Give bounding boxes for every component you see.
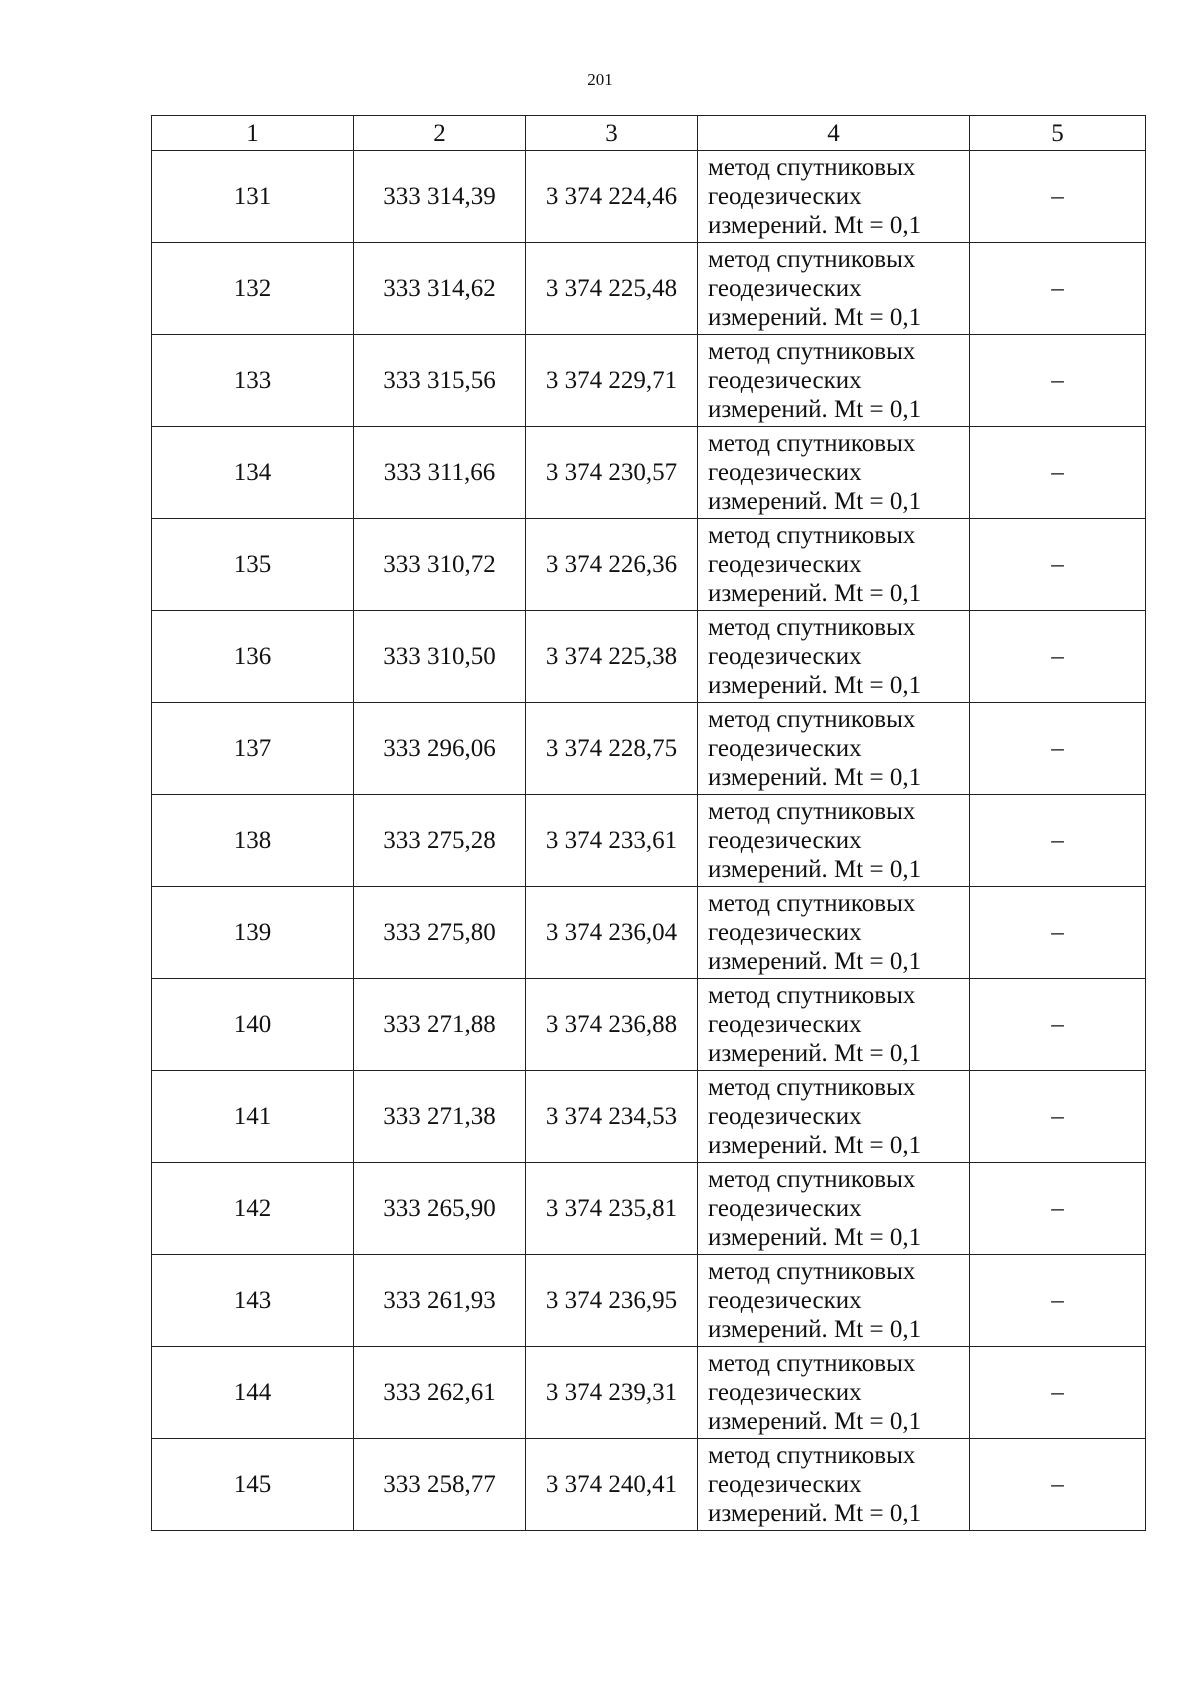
table-row: [152, 1255, 1146, 1347]
table-row: [152, 335, 1146, 427]
table-row: [152, 703, 1146, 795]
note-cell: –: [970, 243, 1146, 335]
point-number-cell: 145: [152, 1439, 354, 1531]
x-coordinate-cell: 333 296,06: [354, 703, 526, 795]
point-number-cell: 144: [152, 1347, 354, 1439]
method-cell: метод спутниковых геодезических измерений. Mt = 0,1: [698, 611, 970, 703]
method-cell: метод спутниковых геодезических измерений. Mt = 0,1: [698, 335, 970, 427]
table-row: [152, 611, 1146, 703]
method-cell: метод спутниковых геодезических измерений. Mt = 0,1: [698, 1439, 970, 1531]
page-number: 201: [587, 70, 613, 89]
note-cell: –: [970, 795, 1146, 887]
method-cell: метод спутниковых геодезических измерений. Mt = 0,1: [698, 1071, 970, 1163]
x-coordinate-cell: 333 271,88: [354, 979, 526, 1071]
note-cell: –: [970, 979, 1146, 1071]
method-cell: метод спутниковых геодезических измерений. Mt = 0,1: [698, 1347, 970, 1439]
note-cell: –: [970, 519, 1146, 611]
y-coordinate-cell: 3 374 233,61: [526, 795, 698, 887]
point-number-cell: 132: [152, 243, 354, 335]
header-col-3: 3: [526, 116, 698, 151]
method-cell: метод спутниковых геодезических измерений. Mt = 0,1: [698, 519, 970, 611]
y-coordinate-cell: 3 374 228,75: [526, 703, 698, 795]
x-coordinate-cell: 333 275,28: [354, 795, 526, 887]
x-coordinate-cell: 333 310,72: [354, 519, 526, 611]
note-cell: –: [970, 335, 1146, 427]
table-row: [152, 1163, 1146, 1255]
y-coordinate-cell: 3 374 234,53: [526, 1071, 698, 1163]
x-coordinate-cell: 333 310,50: [354, 611, 526, 703]
x-coordinate-cell: 333 261,93: [354, 1255, 526, 1347]
method-cell: метод спутниковых геодезических измерений. Mt = 0,1: [698, 1163, 970, 1255]
y-coordinate-cell: 3 374 236,88: [526, 979, 698, 1071]
note-cell: –: [970, 611, 1146, 703]
note-cell: –: [970, 1347, 1146, 1439]
y-coordinate-cell: 3 374 230,57: [526, 427, 698, 519]
note-cell: –: [970, 1163, 1146, 1255]
header-row: [152, 116, 1146, 151]
method-cell: метод спутниковых геодезических измерений. Mt = 0,1: [698, 1255, 970, 1347]
y-coordinate-cell: 3 374 229,71: [526, 335, 698, 427]
header-col-5: 5: [970, 116, 1146, 151]
y-coordinate-cell: 3 374 235,81: [526, 1163, 698, 1255]
note-cell: –: [970, 1071, 1146, 1163]
x-coordinate-cell: 333 275,80: [354, 887, 526, 979]
coordinates-table: [151, 115, 1146, 1531]
y-coordinate-cell: 3 374 225,48: [526, 243, 698, 335]
note-cell: –: [970, 1255, 1146, 1347]
header-col-1: 1: [152, 116, 354, 151]
y-coordinate-cell: 3 374 239,31: [526, 1347, 698, 1439]
note-cell: –: [970, 703, 1146, 795]
table-row: [152, 1439, 1146, 1531]
y-coordinate-cell: 3 374 226,36: [526, 519, 698, 611]
method-cell: метод спутниковых геодезических измерений. Mt = 0,1: [698, 243, 970, 335]
table-row: [152, 979, 1146, 1071]
y-coordinate-cell: 3 374 236,95: [526, 1255, 698, 1347]
note-cell: –: [970, 427, 1146, 519]
y-coordinate-cell: 3 374 236,04: [526, 887, 698, 979]
method-cell: метод спутниковых геодезических измерений. Mt = 0,1: [698, 979, 970, 1071]
point-number-cell: 134: [152, 427, 354, 519]
table-row: [152, 1347, 1146, 1439]
x-coordinate-cell: 333 258,77: [354, 1439, 526, 1531]
y-coordinate-cell: 3 374 224,46: [526, 151, 698, 243]
point-number-cell: 131: [152, 151, 354, 243]
point-number-cell: 136: [152, 611, 354, 703]
table-body: [152, 151, 1146, 1531]
x-coordinate-cell: 333 262,61: [354, 1347, 526, 1439]
table-row: [152, 1071, 1146, 1163]
point-number-cell: 135: [152, 519, 354, 611]
x-coordinate-cell: 333 315,56: [354, 335, 526, 427]
table-row: [152, 887, 1146, 979]
x-coordinate-cell: 333 311,66: [354, 427, 526, 519]
note-cell: –: [970, 887, 1146, 979]
table-header: [152, 116, 1146, 151]
point-number-cell: 140: [152, 979, 354, 1071]
point-number-cell: 143: [152, 1255, 354, 1347]
method-cell: метод спутниковых геодезических измерений. Mt = 0,1: [698, 151, 970, 243]
table-row: [152, 427, 1146, 519]
point-number-cell: 133: [152, 335, 354, 427]
header-col-4: 4: [698, 116, 970, 151]
point-number-cell: 142: [152, 1163, 354, 1255]
point-number-cell: 141: [152, 1071, 354, 1163]
table-row: [152, 151, 1146, 243]
y-coordinate-cell: 3 374 240,41: [526, 1439, 698, 1531]
table-row: [152, 519, 1146, 611]
method-cell: метод спутниковых геодезических измерений. Mt = 0,1: [698, 795, 970, 887]
method-cell: метод спутниковых геодезических измерений. Mt = 0,1: [698, 703, 970, 795]
x-coordinate-cell: 333 271,38: [354, 1071, 526, 1163]
table-row: [152, 795, 1146, 887]
note-cell: –: [970, 1439, 1146, 1531]
method-cell: метод спутниковых геодезических измерений. Mt = 0,1: [698, 427, 970, 519]
point-number-cell: 137: [152, 703, 354, 795]
x-coordinate-cell: 333 265,90: [354, 1163, 526, 1255]
note-cell: –: [970, 151, 1146, 243]
point-number-cell: 139: [152, 887, 354, 979]
point-number-cell: 138: [152, 795, 354, 887]
x-coordinate-cell: 333 314,62: [354, 243, 526, 335]
y-coordinate-cell: 3 374 225,38: [526, 611, 698, 703]
method-cell: метод спутниковых геодезических измерений. Mt = 0,1: [698, 887, 970, 979]
table-row: [152, 243, 1146, 335]
x-coordinate-cell: 333 314,39: [354, 151, 526, 243]
header-col-2: 2: [354, 116, 526, 151]
